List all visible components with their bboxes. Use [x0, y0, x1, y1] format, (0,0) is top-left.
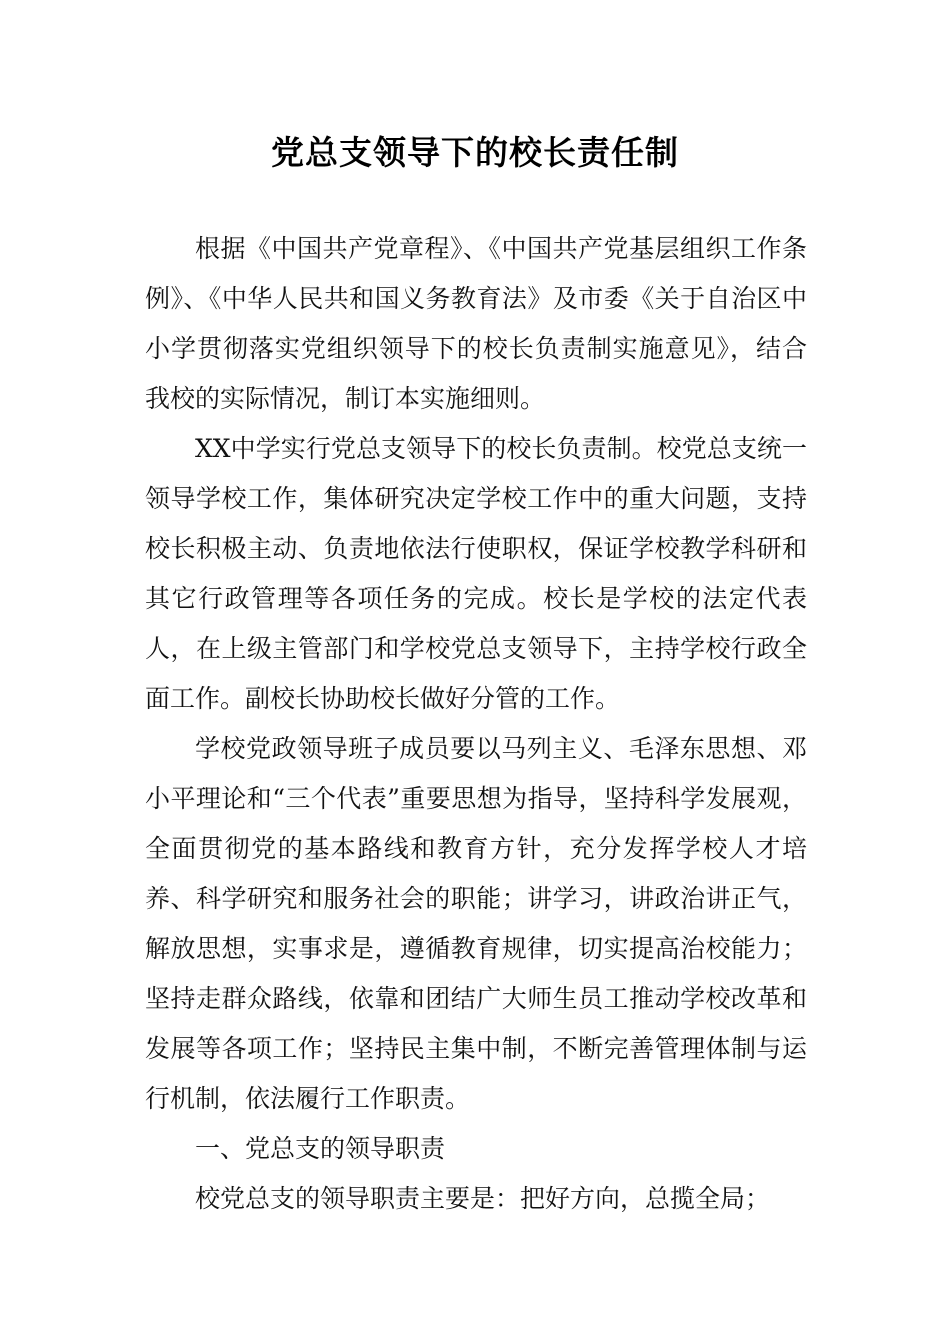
paragraph-guidance: 学校党政领导班子成员要以马列主义、毛泽东思想、邓小平理论和“三个代表”重要思想为指导，坚持科学发展观，全面贯彻党的基本路线和教育方针，充分发挥学校人才培养、科学研究和服务社会的职能；讲学习，讲政治讲正气，解放思想，实事求是，遵循教育规律，切实提高治校能力；坚持走群众路线，依靠和团结广大师生员工推动学校改革和发展等各项工作；坚持民主集中制，不断完善管理体制与运行机制，依法履行工作职责。 — [145, 734, 807, 1113]
paragraph-system: XX中学实行党总支领导下的校长负责制。校党总支统一领导学校工作，集体研究决定学校工作中的重大问题，支持校长积极主动、负责地依法行使职权，保证学校教学科研和其它行政管理等各项任务的完成。校长是学校的法定代表人，在上级主管部门和学校党总支领导下，主持学校行政全面工作。副校长协助校长做好分管的工作。 — [145, 434, 807, 713]
paragraph-intro: 根据《中国共产党章程》、《中国共产党基层组织工作条例》、《中华人民共和国义务教育法》及市委《关于自治区中小学贯彻落实党组织领导下的校长负责制实施意见》，结合我校的实际情况，制订本实施细则。 — [145, 234, 807, 413]
section-heading-1: 一、党总支的领导职责 — [195, 1134, 446, 1163]
paragraph-duties: 校党总支的领导职责主要是：把好方向，总揽全局； — [195, 1184, 771, 1213]
document-title: 党总支领导下的校长责任制 — [271, 133, 679, 172]
document-body — [145, 224, 807, 1224]
